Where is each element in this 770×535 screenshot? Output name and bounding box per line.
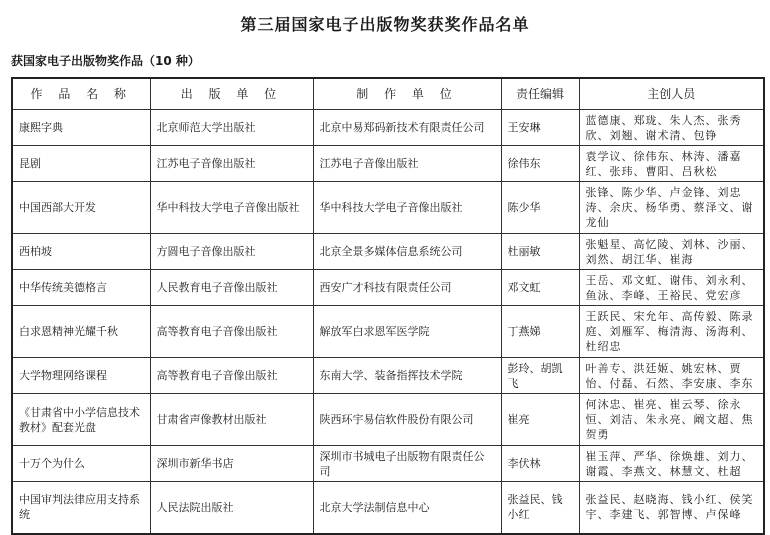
- cell-editor: 彭玲、胡凯飞: [501, 358, 579, 394]
- cell-publisher: 华中科技大学电子音像出版社: [150, 182, 313, 234]
- page-title: 第三届国家电子出版物奖获奖作品名单: [240, 15, 530, 34]
- cell-work: 十万个为什么: [12, 446, 150, 482]
- awards-table: [11, 77, 765, 535]
- cell-producer: 陕西环宇易信软件股份有限公司: [313, 394, 501, 446]
- table-row: [12, 146, 764, 182]
- cell-creators: 张益民、赵晓海、钱小红、侯笑宇、李建飞、郭智博、卢保峰: [579, 482, 764, 534]
- cell-creators: 崔玉萍、严华、徐焕雄、刘力、谢霞、李燕文、林慧文、杜超: [579, 446, 764, 482]
- cell-producer: 东南大学、装备指挥技术学院: [313, 358, 501, 394]
- header-work: 作 品 名 称: [12, 78, 150, 110]
- cell-creators: 张锋、陈少华、卢金锋、刘忠涛、余庆、杨华勇、蔡泽文、谢龙仙: [579, 182, 764, 234]
- cell-publisher: 北京师范大学出版社: [150, 110, 313, 146]
- cell-producer: 深圳市书城电子出版物有限责任公司: [313, 446, 501, 482]
- cell-editor: 王安琳: [501, 110, 579, 146]
- cell-creators: 叶善专、洪廷姬、姚宏林、贾怡、付磊、石然、李安康、李东: [579, 358, 764, 394]
- cell-editor: 李伏林: [501, 446, 579, 482]
- header-creators: 主创人员: [579, 78, 764, 110]
- cell-work: 中华传统美德格言: [12, 270, 150, 306]
- cell-producer: 北京中易郑码新技术有限责任公司: [313, 110, 501, 146]
- section-subtitle: 获国家电子出版物奖作品（10 种）: [11, 54, 200, 68]
- cell-publisher: 高等教育电子音像出版社: [150, 306, 313, 358]
- cell-editor: 陈少华: [501, 182, 579, 234]
- cell-producer: 华中科技大学电子音像出版社: [313, 182, 501, 234]
- cell-creators: 王跃民、宋允年、高传毅、陈录庭、刘雁军、梅清海、汤海利、杜绍忠: [579, 306, 764, 358]
- cell-producer: 北京大学法制信息中心: [313, 482, 501, 534]
- cell-producer: 解放军白求恩军医学院: [313, 306, 501, 358]
- cell-publisher: 人民教育电子音像出版社: [150, 270, 313, 306]
- cell-work: 西柏坡: [12, 234, 150, 270]
- table-row: [12, 234, 764, 270]
- cell-work: 白求恩精神光耀千秋: [12, 306, 150, 358]
- header-editor: 责任编辑: [501, 78, 579, 110]
- table-row: [12, 394, 764, 446]
- cell-creators: 袁学议、徐伟东、林涛、潘嘉红、张玮、曹阳、吕秋松: [579, 146, 764, 182]
- cell-publisher: 高等教育电子音像出版社: [150, 358, 313, 394]
- table-row: [12, 182, 764, 234]
- header-row: [12, 78, 764, 110]
- cell-work: 大学物理网络课程: [12, 358, 150, 394]
- cell-producer: 江苏电子音像出版社: [313, 146, 501, 182]
- cell-publisher: 方圆电子音像出版社: [150, 234, 313, 270]
- cell-creators: 何沐忠、崔亮、崔云琴、徐永恒、刘洁、朱永亮、阚文超、焦贺勇: [579, 394, 764, 446]
- cell-producer: 西安广才科技有限责任公司: [313, 270, 501, 306]
- table-body: [12, 110, 764, 534]
- cell-publisher: 江苏电子音像出版社: [150, 146, 313, 182]
- cell-work: 中国西部大开发: [12, 182, 150, 234]
- cell-producer: 北京全景多媒体信息系统公司: [313, 234, 501, 270]
- cell-editor: 杜丽敏: [501, 234, 579, 270]
- cell-publisher: 深圳市新华书店: [150, 446, 313, 482]
- table-row: [12, 358, 764, 394]
- table-row: [12, 446, 764, 482]
- cell-work: 康熙字典: [12, 110, 150, 146]
- cell-creators: 王岳、邓文虹、谢伟、刘永利、鱼泳、李峰、王裕民、党宏彦: [579, 270, 764, 306]
- cell-editor: 丁燕娣: [501, 306, 579, 358]
- cell-editor: 张益民、钱小红: [501, 482, 579, 534]
- cell-work: 中国审判法律应用支持系统: [12, 482, 150, 534]
- cell-publisher: 甘肃省声像教材出版社: [150, 394, 313, 446]
- header-producer: 制 作 单 位: [313, 78, 501, 110]
- table-header: [12, 78, 764, 110]
- cell-editor: 邓文虹: [501, 270, 579, 306]
- cell-editor: 徐伟东: [501, 146, 579, 182]
- cell-work: 昆剧: [12, 146, 150, 182]
- cell-creators: 张魁星、高忆陵、刘林、沙丽、刘然、胡江华、崔海: [579, 234, 764, 270]
- cell-editor: 崔亮: [501, 394, 579, 446]
- table-row: [12, 270, 764, 306]
- table-row: [12, 482, 764, 534]
- table-row: [12, 110, 764, 146]
- header-publisher: 出 版 单 位: [150, 78, 313, 110]
- cell-work: 《甘肃省中小学信息技术教材》配套光盘: [12, 394, 150, 446]
- table-row: [12, 306, 764, 358]
- cell-creators: 蓝德康、郑珑、朱人杰、张秀欣、刘翘、谢术清、包铮: [579, 110, 764, 146]
- cell-publisher: 人民法院出版社: [150, 482, 313, 534]
